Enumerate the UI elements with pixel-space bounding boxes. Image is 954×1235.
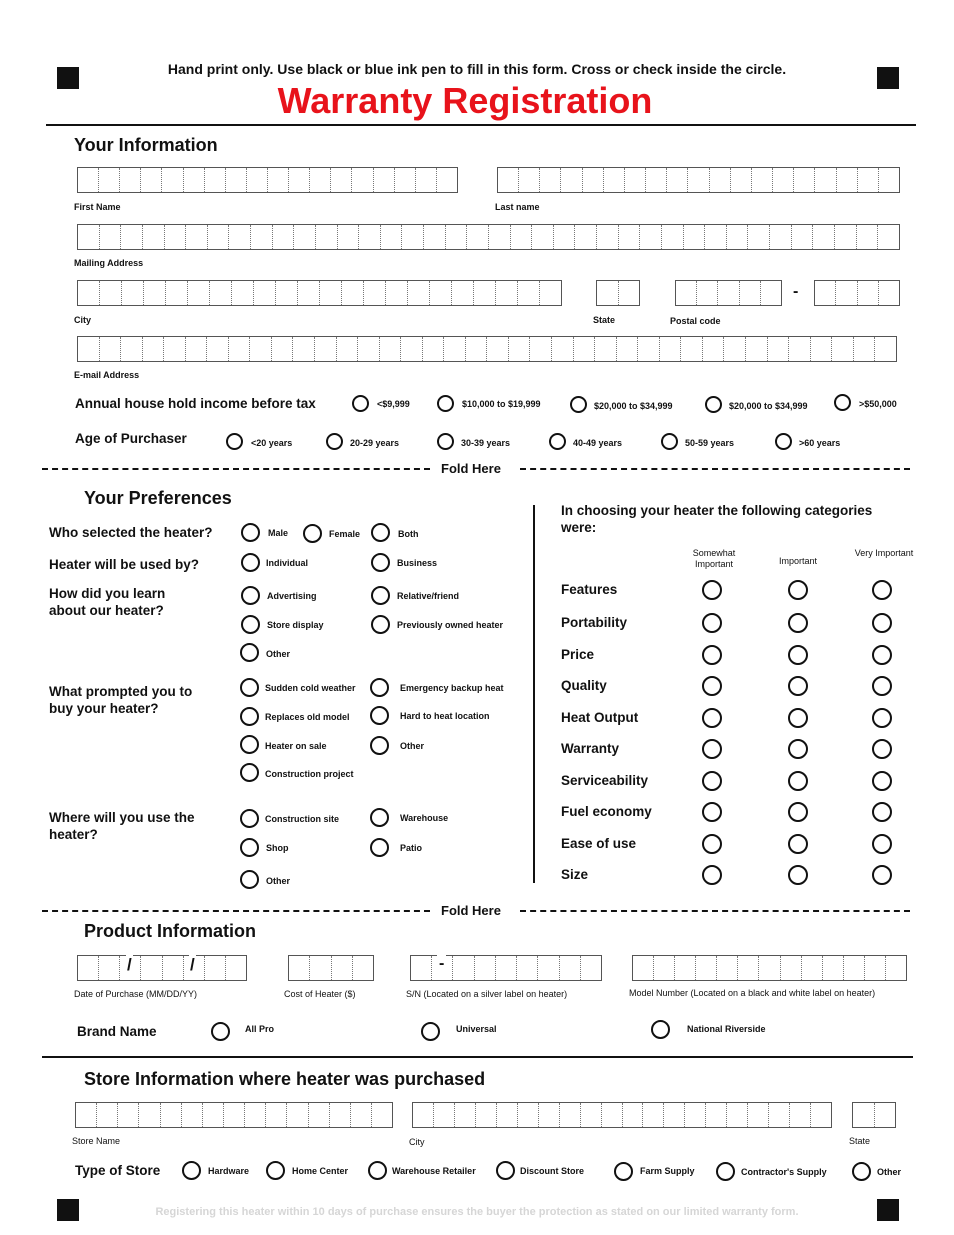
importance-radio-2[interactable] (788, 580, 808, 600)
store-type-radio-hardware[interactable] (182, 1161, 201, 1180)
income-option-4: $20,000 to $34,999 (729, 401, 808, 411)
preferences-column-divider (533, 505, 535, 883)
fold-line-right (520, 468, 910, 470)
date-slash-1: / (127, 955, 132, 974)
store-type-option-farm-supply: Farm Supply (640, 1166, 695, 1176)
age-option-4: 40-49 years (573, 438, 623, 448)
date-slash-2: / (190, 955, 195, 974)
categories-intro: In choosing your heater the following categories were: (561, 503, 873, 535)
model-number-field[interactable] (632, 955, 907, 981)
income-option-2: $10,000 to $19,999 (462, 399, 541, 409)
income-radio-2[interactable] (437, 395, 454, 412)
income-option-5: >$50,000 (859, 399, 897, 409)
column-somewhat-important: Somewhat Important (692, 548, 736, 569)
your-information-heading: Your Information (74, 135, 218, 155)
where-option-shop: Shop (266, 843, 289, 853)
postal-dash: - (793, 283, 799, 300)
age-radio-3[interactable] (437, 433, 454, 450)
cost-label: Cost of Heater ($) (284, 989, 356, 999)
used-radio-individual[interactable] (241, 553, 260, 572)
learn-option-relative: Relative/friend (397, 591, 460, 601)
brand-option-universal: Universal (456, 1024, 497, 1034)
brand-radio-universal[interactable] (421, 1022, 440, 1041)
age-option-3: 30-39 years (461, 438, 511, 448)
age-radio-6[interactable] (775, 433, 792, 450)
importance-radio-3[interactable] (872, 802, 892, 822)
importance-radio-1[interactable] (702, 834, 722, 854)
learn-option-other: Other (266, 649, 291, 659)
used-radio-business[interactable] (371, 553, 390, 572)
learn-option-store-display: Store display (267, 620, 324, 630)
income-radio-1[interactable] (352, 395, 369, 412)
fold-line-left (42, 468, 430, 470)
email-label: E-mail Address (74, 370, 140, 380)
importance-radio-1[interactable] (702, 645, 722, 665)
learn-radio-advertising[interactable] (241, 586, 260, 605)
importance-radio-3[interactable] (872, 708, 892, 728)
store-type-radio-home-center[interactable] (266, 1161, 285, 1180)
category-label: Warranty (561, 741, 620, 756)
purchase-date-label: Date of Purchase (MM/DD/YY) (74, 989, 198, 999)
store-type-option-discount: Discount Store (520, 1166, 585, 1176)
importance-radio-3[interactable] (872, 834, 892, 854)
first-name-field[interactable] (77, 167, 458, 193)
serial-dash: - (439, 955, 445, 972)
learn-radio-previously-owned[interactable] (371, 615, 390, 634)
store-type-option-warehouse: Warehouse Retailer (392, 1166, 476, 1176)
importance-radio-3[interactable] (872, 613, 892, 633)
learn-option-previously-owned: Previously owned heater (397, 620, 504, 630)
who-option-both: Both (398, 529, 419, 539)
city-label: City (74, 315, 92, 325)
store-type-radio-other[interactable] (852, 1162, 871, 1181)
prompt-radio-hard-to-heat[interactable] (370, 706, 389, 725)
learn-question: How did you learn about our heater? (49, 586, 166, 618)
prompt-radio-other[interactable] (370, 736, 389, 755)
footer-note: Registering this heater within 10 days of purchase ensures the buyer the protection as stated on our limited warranty form. (155, 1206, 799, 1218)
learn-radio-relative[interactable] (371, 586, 390, 605)
prompt-radio-on-sale[interactable] (240, 735, 259, 754)
who-radio-male[interactable] (241, 523, 260, 542)
first-name-label: First Name (74, 202, 121, 212)
income-option-1: <$9,999 (377, 399, 410, 409)
where-option-warehouse: Warehouse (400, 813, 449, 823)
state-field[interactable] (596, 280, 640, 306)
prompt-radio-emergency[interactable] (370, 678, 389, 697)
income-radio-5[interactable] (834, 394, 851, 411)
store-name-field[interactable] (75, 1102, 393, 1128)
postal-code-field-2[interactable] (814, 280, 900, 306)
income-question: Annual house hold income before tax (75, 396, 316, 411)
importance-radio-3[interactable] (872, 676, 892, 696)
postal-code-label: Postal code (670, 316, 721, 326)
importance-radio-2[interactable] (788, 708, 808, 728)
prompt-question: What prompted you to buy your heater? (49, 684, 193, 716)
where-radio-shop[interactable] (240, 838, 259, 857)
store-state-label: State (849, 1136, 871, 1146)
column-very-important: Very Important (854, 548, 914, 558)
age-radio-4[interactable] (549, 433, 566, 450)
serial-number-label: S/N (Located on a silver label on heater) (406, 989, 568, 999)
who-selected-question: Who selected the heater? (49, 525, 213, 540)
age-radio-2[interactable] (326, 433, 343, 450)
importance-radio-2[interactable] (788, 613, 808, 633)
mailing-address-label: Mailing Address (74, 258, 144, 268)
email-field[interactable] (77, 336, 897, 362)
divider-2 (42, 1056, 913, 1058)
importance-radio-3[interactable] (872, 645, 892, 665)
income-radio-4[interactable] (705, 396, 722, 413)
fold-line-left-2 (42, 910, 430, 912)
brand-option-national-riverside: National Riverside (687, 1024, 766, 1034)
who-radio-both[interactable] (371, 523, 390, 542)
used-option-business: Business (397, 558, 438, 568)
importance-radio-1[interactable] (702, 580, 722, 600)
where-radio-construction-site[interactable] (240, 809, 259, 828)
age-radio-1[interactable] (226, 433, 243, 450)
cost-field[interactable] (288, 955, 374, 981)
store-type-radio-discount[interactable] (496, 1161, 515, 1180)
store-type-question: Type of Store (75, 1163, 161, 1178)
importance-radio-1[interactable] (702, 771, 722, 791)
purchase-date-field[interactable] (77, 955, 247, 981)
age-option-6: >60 years (799, 438, 841, 448)
state-label: State (593, 315, 616, 325)
age-option-2: 20-29 years (350, 438, 400, 448)
importance-radio-3[interactable] (872, 771, 892, 791)
brand-option-all-pro: All Pro (245, 1024, 275, 1034)
where-option-patio: Patio (400, 843, 423, 853)
prompt-option-on-sale: Heater on sale (265, 741, 327, 751)
category-label: Size (561, 867, 589, 882)
city-field[interactable] (77, 280, 562, 306)
prompt-option-emergency: Emergency backup heat (400, 683, 504, 693)
brand-radio-all-pro[interactable] (211, 1022, 230, 1041)
fold-label: Fold Here (441, 461, 501, 476)
category-label: Heat Output (561, 710, 639, 725)
fold-label-2: Fold Here (441, 903, 501, 918)
category-label: Quality (561, 678, 607, 693)
importance-radio-2[interactable] (788, 645, 808, 665)
form-title: Warranty Registration (277, 80, 653, 121)
who-option-female: Female (329, 529, 361, 539)
store-type-radio-farm-supply[interactable] (614, 1162, 633, 1181)
prompt-radio-replaces[interactable] (240, 707, 259, 726)
product-information-heading: Product Information (84, 921, 256, 941)
store-name-label: Store Name (72, 1136, 121, 1146)
divider (46, 124, 916, 126)
importance-radio-1[interactable] (702, 739, 722, 759)
store-state-field[interactable] (852, 1102, 896, 1128)
learn-radio-store-display[interactable] (241, 615, 260, 634)
store-type-radio-warehouse[interactable] (368, 1161, 387, 1180)
where-radio-warehouse[interactable] (370, 808, 389, 827)
store-city-label: City (409, 1137, 425, 1147)
category-label: Price (561, 647, 595, 662)
category-label: Fuel economy (561, 804, 652, 819)
model-number-label: Model Number (Located on a black and white label on heater) (629, 988, 876, 998)
category-label: Portability (561, 615, 628, 630)
prompt-option-other: Other (400, 741, 425, 751)
store-type-radio-contractors[interactable] (716, 1162, 735, 1181)
where-option-construction-site: Construction site (265, 814, 340, 824)
importance-radio-2[interactable] (788, 834, 808, 854)
importance-radio-2[interactable] (788, 676, 808, 696)
preferences-heading: Your Preferences (84, 488, 232, 508)
importance-radio-1[interactable] (702, 613, 722, 633)
income-radio-3[interactable] (570, 396, 587, 413)
prompt-option-construction: Construction project (265, 769, 354, 779)
age-option-1: <20 years (251, 438, 293, 448)
store-city-field[interactable] (412, 1102, 832, 1128)
used-option-individual: Individual (266, 558, 309, 568)
where-option-other: Other (266, 876, 291, 886)
age-option-5: 50-59 years (685, 438, 735, 448)
importance-radio-3[interactable] (872, 739, 892, 759)
age-radio-5[interactable] (661, 433, 678, 450)
importance-radio-1[interactable] (702, 802, 722, 822)
store-information-heading: Store Information where heater was purchased (84, 1069, 486, 1089)
used-by-question: Heater will be used by? (49, 557, 200, 572)
brand-radio-national-riverside[interactable] (651, 1020, 670, 1039)
category-label: Serviceability (561, 773, 649, 788)
last-name-field[interactable] (497, 167, 900, 193)
store-type-option-contractors: Contractor's Supply (741, 1167, 827, 1177)
prompt-option-cold-weather: Sudden cold weather (265, 683, 356, 693)
importance-radio-3[interactable] (872, 865, 892, 885)
store-type-option-home-center: Home Center (292, 1166, 349, 1176)
learn-radio-other[interactable] (240, 643, 259, 662)
importance-radio-2[interactable] (788, 739, 808, 759)
store-type-option-hardware: Hardware (208, 1166, 250, 1176)
importance-radio-2[interactable] (788, 771, 808, 791)
postal-code-field-1[interactable] (675, 280, 782, 306)
who-radio-female[interactable] (303, 524, 322, 543)
store-type-option-other: Other (877, 1167, 902, 1177)
importance-radio-1[interactable] (702, 676, 722, 696)
income-option-3: $20,000 to $34,999 (594, 401, 673, 411)
where-radio-other[interactable] (240, 870, 259, 889)
where-question: Where will you use the heater? (49, 810, 195, 842)
importance-radio-3[interactable] (872, 580, 892, 600)
where-radio-patio[interactable] (370, 838, 389, 857)
importance-radio-1[interactable] (702, 865, 722, 885)
category-label: Features (561, 582, 618, 597)
importance-radio-2[interactable] (788, 865, 808, 885)
prompt-option-replaces: Replaces old model (265, 712, 350, 722)
last-name-label: Last name (495, 202, 540, 212)
category-label: Ease of use (561, 836, 637, 851)
importance-radio-2[interactable] (788, 802, 808, 822)
fold-line-right-2 (520, 910, 910, 912)
importance-radio-1[interactable] (702, 708, 722, 728)
mailing-address-field[interactable] (77, 224, 900, 250)
prompt-radio-construction[interactable] (240, 763, 259, 782)
prompt-radio-cold-weather[interactable] (240, 678, 259, 697)
prompt-option-hard-to-heat: Hard to heat location (400, 711, 490, 721)
learn-option-advertising: Advertising (267, 591, 317, 601)
column-important: Important (778, 556, 818, 566)
age-question: Age of Purchaser (75, 431, 187, 446)
who-option-male: Male (268, 528, 289, 538)
form-instructions: Hand print only. Use black or blue ink pen to fill in this form. Cross or check inside the circle. (167, 61, 787, 77)
brand-question: Brand Name (77, 1024, 157, 1039)
